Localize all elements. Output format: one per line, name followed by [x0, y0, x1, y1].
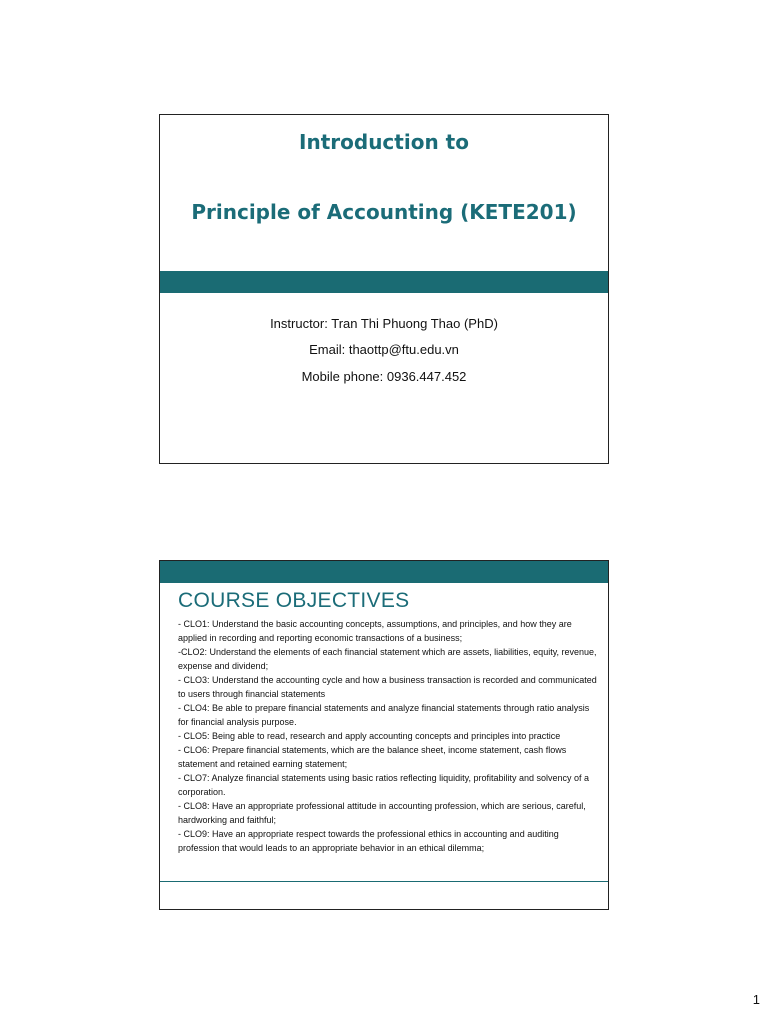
- instructor-line: Instructor: Tran Thi Phuong Thao (PhD): [270, 316, 498, 331]
- objectives-slide: [159, 560, 609, 910]
- title-line-1: Introduction to: [299, 130, 469, 154]
- title-band: [160, 271, 608, 293]
- mobile-line: Mobile phone: 0936.447.452: [301, 369, 467, 384]
- objective-item: - CLO3: Understand the accounting cycle and how a business transaction is recorded and communicated to users through financial statements: [178, 675, 597, 699]
- objective-item: - CLO4: Be able to prepare financial statements and analyze financial statements through ratio analysis for financial analysis purpose.: [178, 703, 590, 727]
- header-band: [160, 561, 608, 583]
- objectives-list: [178, 617, 598, 855]
- title-slide: [159, 114, 609, 464]
- objective-item: -CLO2: Understand the elements of each financial statement which are assets, liabilities, equity, revenue, expense and dividend;: [178, 647, 597, 671]
- bottom-rule: [160, 881, 608, 882]
- title-line-2: Principle of Accounting (KETE201): [191, 200, 577, 224]
- objective-item: - CLO7: Analyze financial statements using basic ratios reflecting liquidity, profitability and solvency of a corporation.: [178, 773, 590, 797]
- objective-item: - CLO5: Being able to read, research and apply accounting concepts and principles into practice: [178, 731, 561, 741]
- email-line: Email: thaottp@ftu.edu.vn: [309, 342, 459, 357]
- objective-item: - CLO1: Understand the basic accounting concepts, assumptions, and principles, and how they are applied in recording and reporting economic transactions of a business;: [178, 619, 572, 643]
- objective-item: - CLO6: Prepare financial statements, which are the balance sheet, income statement, cash flows statement and retained earning statement;: [178, 745, 567, 769]
- objective-item: - CLO8: Have an appropriate professional attitude in accounting profession, which are serious, careful, hardworking and faithful;: [178, 801, 586, 825]
- objectives-heading: COURSE OBJECTIVES: [178, 589, 410, 612]
- objective-item: - CLO9: Have an appropriate respect towards the professional ethics in accounting and auditing profession that would leads to an appropriate behavior in an ethical dilemma;: [178, 829, 559, 853]
- page-number: 1: [752, 992, 760, 1007]
